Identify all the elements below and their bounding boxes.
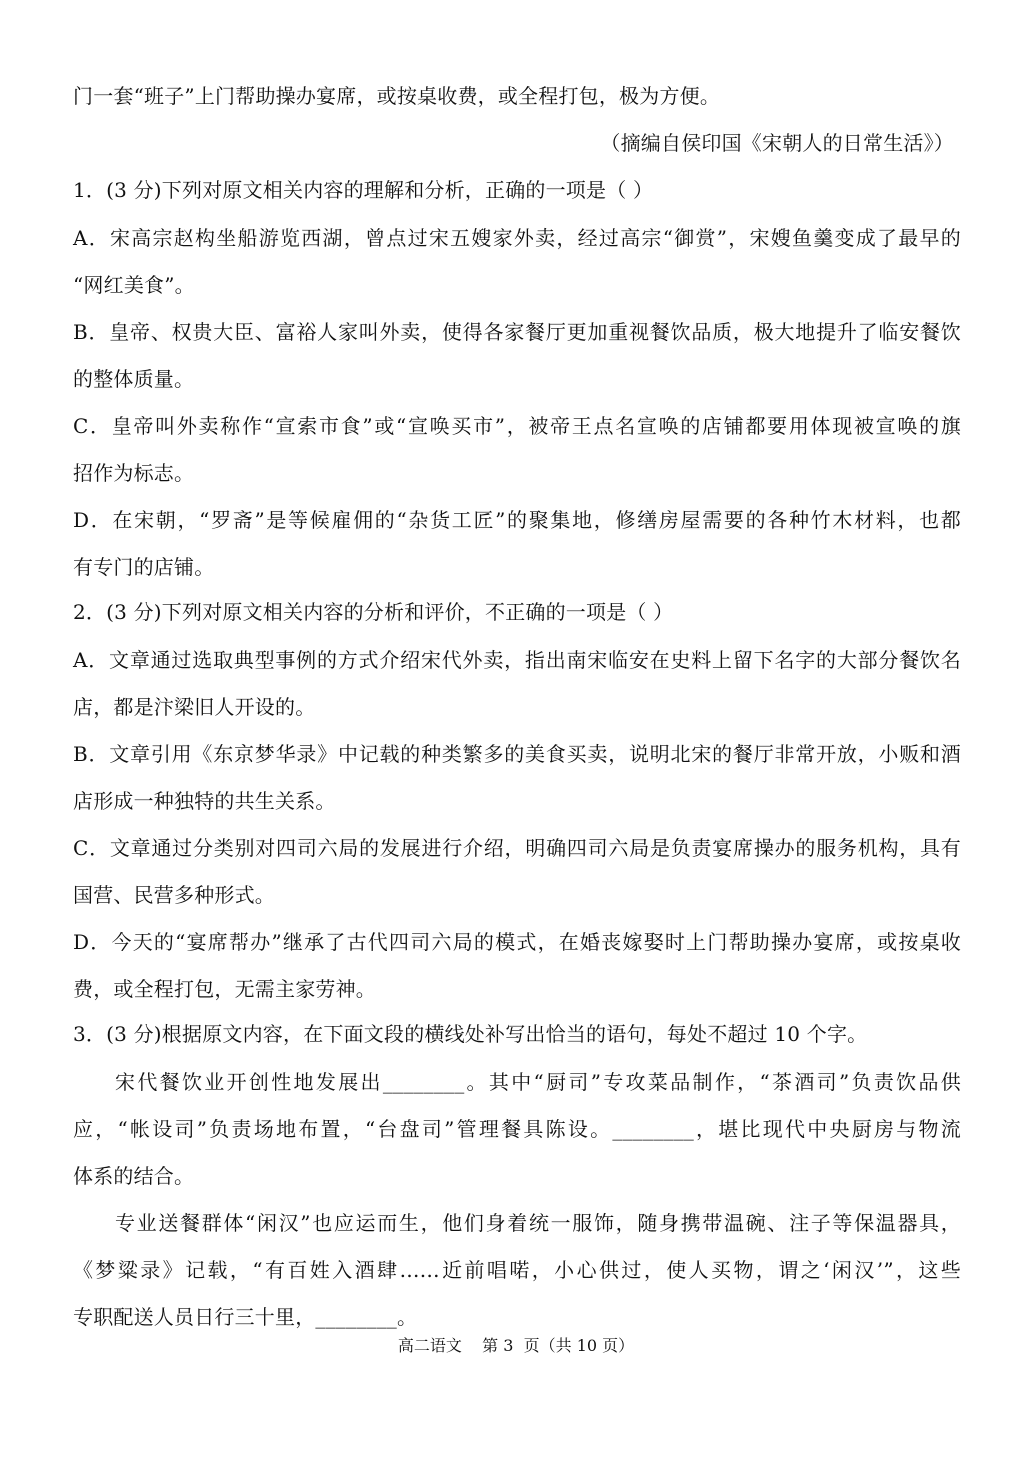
question-2-option-d-cont: 费，或全程打包，无需主家劳神。 bbox=[73, 977, 376, 1001]
question-3-paragraph-2-line-2: 《梦粱录》记载，“有百姓入酒肆……近前唱喏，小心供过，使人买物，谓之‘闲汉’”，这些 bbox=[73, 1258, 961, 1282]
question-1-stem: 1．(3 分)下列对原文相关内容的理解和分析，正确的一项是（ ） bbox=[73, 178, 654, 202]
passage-closing-line: 门一套“班子”上门帮助操办宴席，或按桌收费，或全程打包，极为方便。 bbox=[73, 84, 721, 108]
question-3-paragraph-2-line-3: 专职配送人员日行三十里，________。 bbox=[73, 1305, 418, 1329]
question-1-option-c-cont: 招作为标志。 bbox=[73, 461, 195, 485]
question-2-option-a-cont: 店，都是汴梁旧人开设的。 bbox=[73, 695, 316, 719]
question-3-paragraph-1-line-1: 宋代餐饮业开创性地发展出________。其中“厨司”专攻菜品制作，“茶酒司”负责饮品供 bbox=[115, 1070, 961, 1094]
question-3-stem: 3．(3 分)根据原文内容，在下面文段的横线处补写出恰当的语句，每处不超过 10 个字。 bbox=[73, 1022, 868, 1046]
question-2-option-c: C．文章通过分类别对四司六局的发展进行介绍，明确四司六局是负责宴席操办的服务机构，具有 bbox=[73, 836, 961, 860]
question-1-option-a-cont: “网红美食”。 bbox=[73, 273, 195, 297]
question-2-stem: 2．(3 分)下列对原文相关内容的分析和评价，不正确的一项是（ ） bbox=[73, 600, 674, 624]
question-1-option-c: C．皇帝叫外卖称作“宣索市食”或“宣唤买市”，被帝王点名宣唤的店铺都要用体现被宣唤的旗 bbox=[73, 414, 961, 438]
question-2-option-c-cont: 国营、民营多种形式。 bbox=[73, 883, 275, 907]
question-1-option-d: D．在宋朝，“罗斋”是等候雇佣的“杂货工匠”的聚集地，修缮房屋需要的各种竹木材料，也都 bbox=[73, 508, 961, 532]
question-2-option-b-cont: 店形成一种独特的共生关系。 bbox=[73, 789, 336, 813]
question-1-option-b: B．皇帝、权贵大臣、富裕人家叫外卖，使得各家餐厅更加重视餐饮品质，极大地提升了临安餐饮 bbox=[73, 320, 961, 344]
page-footer: 高二语文 第 3 页（共 10 页） bbox=[397, 1336, 635, 1355]
question-1-option-d-cont: 有专门的店铺。 bbox=[73, 555, 215, 579]
question-1-option-b-cont: 的整体质量。 bbox=[73, 367, 195, 391]
question-3-paragraph-1-line-3: 体系的结合。 bbox=[73, 1164, 195, 1188]
question-3-paragraph-2-line-1: 专业送餐群体“闲汉”也应运而生，他们身着统一服饰，随身携带温碗、注子等保温器具， bbox=[115, 1211, 961, 1235]
question-2-option-b: B．文章引用《东京梦华录》中记载的种类繁多的美食买卖，说明北宋的餐厅非常开放，小贩和酒 bbox=[73, 742, 961, 766]
question-2-option-a: A．文章通过选取典型事例的方式介绍宋代外卖，指出南宋临安在史料上留下名字的大部分餐饮名 bbox=[73, 648, 961, 672]
question-2-option-d: D．今天的“宴席帮办”继承了古代四司六局的模式，在婚丧嫁娶时上门帮助操办宴席，或按桌收 bbox=[73, 930, 961, 954]
question-3-paragraph-1-line-2: 应，“帐设司”负责场地布置，“台盘司”管理餐具陈设。________，堪比现代中央厨房与物流 bbox=[73, 1117, 961, 1141]
question-1-option-a: A．宋高宗赵构坐船游览西湖，曾点过宋五嫂家外卖，经过高宗“御赏”，宋嫂鱼羹变成了最早的 bbox=[73, 226, 961, 250]
source-citation: （摘编自侯印国《宋朝人的日常生活》） bbox=[600, 131, 954, 155]
